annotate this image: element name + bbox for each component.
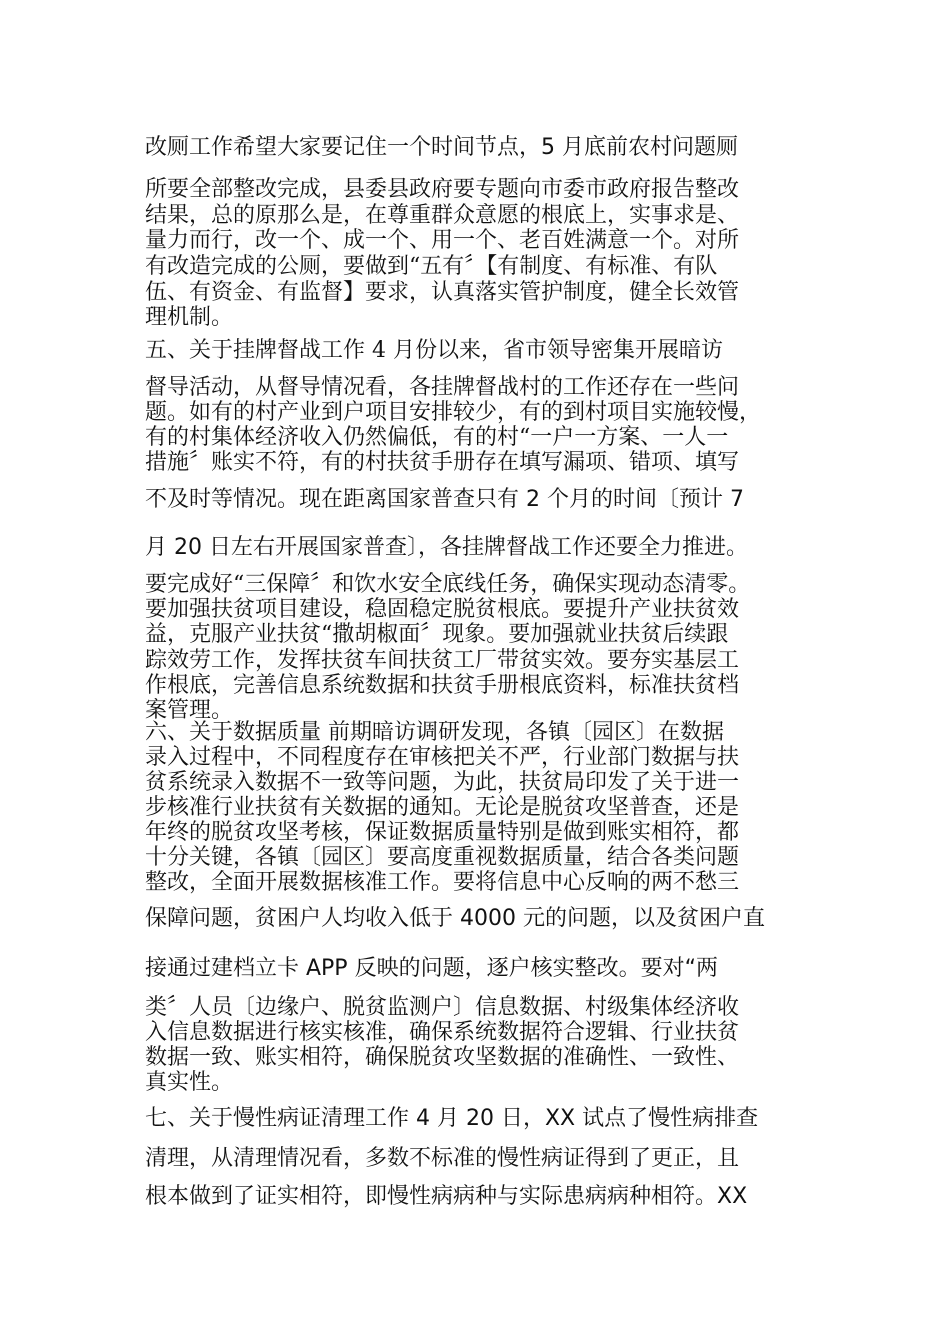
text-line: 不及时等情况。现在距离国家普查只有 2 个月的时间〔预计 7 [145, 487, 744, 512]
text-line: 年终的脱贫攻坚考核，保证数据质量特别是做到账实相符，都 [145, 820, 740, 845]
text-line: 五、关于挂牌督战工作 4 月份以来，省市领导密集开展暗访 [145, 338, 723, 363]
text-line: 接通过建档立卡 APP 反映的问题，逐户核实整改。要对“两 [145, 956, 718, 981]
text-line: 有的村集体经济收入仍然偏低，有的村“一户一方案、一人一 [145, 425, 729, 450]
text-line: 要完成好“三保障〞和饮水安全底线任务，确保实现动态清零。 [145, 572, 751, 597]
text-line: 所要全部整改完成，县委县政府要专题向市委市政府报告整改 [145, 177, 740, 202]
text-line: 措施〞账实不符，有的村扶贫手册存在填写漏项、错项、填写 [145, 450, 740, 475]
text-line: 保障问题，贫困户人均收入低于 4000 元的问题，以及贫困户直 [145, 906, 765, 931]
text-line: 根本做到了证实相符，即慢性病病种与实际患病病种相符。XX [145, 1184, 748, 1209]
text-line: 步核准行业扶贫有关数据的通知。无论是脱贫攻坚普查，还是 [145, 795, 740, 820]
text-line: 数据一致、账实相符，确保脱贫攻坚数据的准确性、一致性、 [145, 1045, 740, 1070]
text-line: 七、关于慢性病证清理工作 4 月 20 日，XX 试点了慢性病排查 [145, 1106, 759, 1131]
text-line: 伍、有资金、有监督】要求，认真落实管护制度，健全长效管 [145, 280, 740, 305]
text-line: 作根底，完善信息系统数据和扶贫手册根底资料，标准扶贫档 [145, 673, 740, 698]
text-line: 督导活动，从督导情况看，各挂牌督战村的工作还存在一些问 [145, 375, 740, 400]
text-line: 益，克服产业扶贫“撒胡椒面〞现象。要加强就业扶贫后续跟 [145, 622, 729, 647]
text-line: 真实性。 [145, 1070, 234, 1095]
text-line: 十分关键，各镇〔园区〕要高度重视数据质量，结合各类问题 [145, 845, 740, 870]
text-line: 有改造完成的公厕，要做到“五有〞【有制度、有标准、有队 [145, 254, 718, 279]
text-line: 贫系统录入数据不一致等问题，为此，扶贫局印发了关于进一 [145, 770, 740, 795]
text-line: 改厕工作希望大家要记住一个时间节点，5 月底前农村问题厕 [145, 135, 738, 160]
text-line: 整改，全面开展数据核准工作。要将信息中心反响的两不愁三 [145, 870, 740, 895]
text-line: 清理，从清理情况看，多数不标准的慢性病证得到了更正，且 [145, 1146, 740, 1171]
text-line: 题。如有的村产业到户项目安排较少，有的到村项目实施较慢， [145, 400, 762, 425]
text-line: 月 20 日左右开展国家普查〕，各挂牌督战工作还要全力推进。 [145, 535, 748, 560]
text-line: 理机制。 [145, 305, 234, 330]
text-line: 踪效劳工作，发挥扶贫车间扶贫工厂带贫实效。要夯实基层工 [145, 648, 740, 673]
text-line: 量力而行，改一个、成一个、用一个、老百姓满意一个。对所 [145, 228, 740, 253]
text-line: 录入过程中，不同程度存在审核把关不严，行业部门数据与扶 [145, 745, 740, 770]
text-line: 案管理。 [145, 698, 234, 723]
text-line: 结果，总的原那么是，在尊重群众意愿的根底上，实事求是、 [145, 203, 740, 228]
text-line: 要加强扶贫项目建设，稳固稳定脱贫根底。要提升产业扶贫效 [145, 597, 740, 622]
text-line: 六、关于数据质量 前期暗访调研发现，各镇〔园区〕在数据 [145, 720, 724, 745]
text-line: 入信息数据进行核实核准，确保系统数据符合逻辑、行业扶贫 [145, 1020, 740, 1045]
text-line: 类〞人员〔边缘户、脱贫监测户〕信息数据、村级集体经济收 [145, 995, 740, 1020]
